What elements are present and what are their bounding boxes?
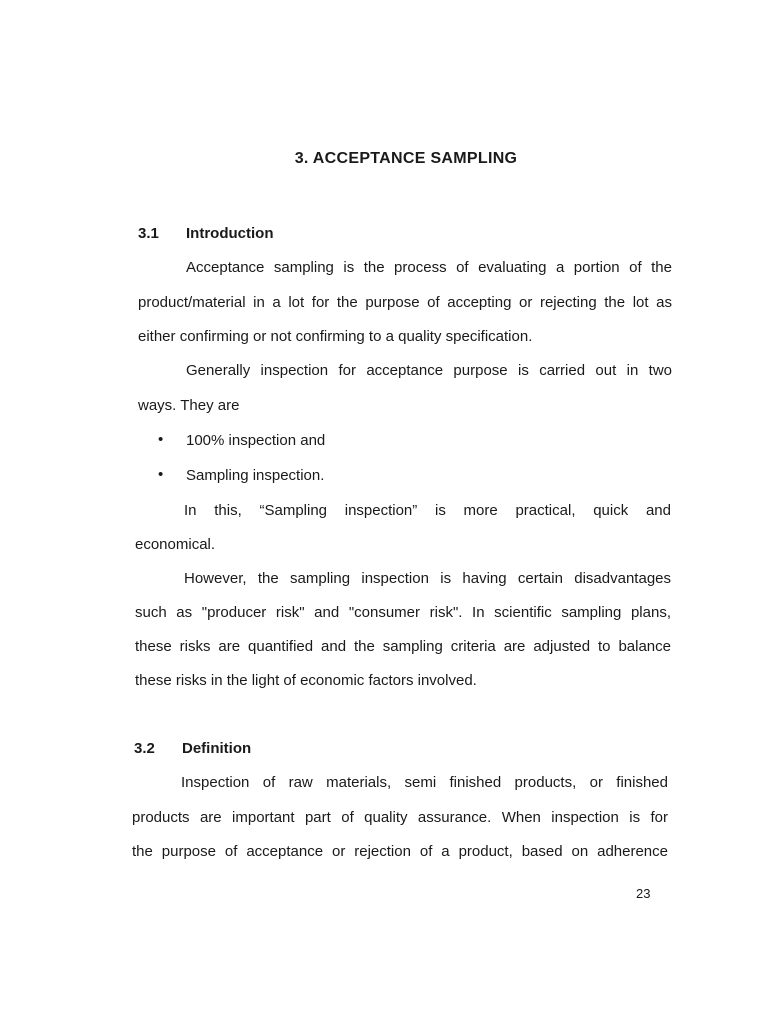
paragraph-line: Generally inspection for acceptance purpose is carried out in two [186, 362, 672, 379]
bullet-icon: • [158, 466, 164, 483]
paragraph-line: Inspection of raw materials, semi finished products, or finished [181, 774, 668, 791]
paragraph-line: either confirming or not confirming to a quality specification. [138, 328, 533, 345]
paragraph-line: such as "producer risk" and "consumer risk". In scientific sampling plans, [135, 604, 671, 621]
paragraph-line: Acceptance sampling is the process of evaluating a portion of the [186, 259, 672, 276]
bullet-icon: • [158, 431, 164, 448]
chapter-title: 3. ACCEPTANCE SAMPLING [294, 150, 518, 167]
paragraph-line: In this, “Sampling inspection” is more practical, quick and [184, 502, 671, 519]
page-number: 23 [636, 886, 651, 901]
paragraph-line: products are important part of quality assurance. When inspection is for [132, 809, 668, 826]
list-item: 100% inspection and [186, 432, 326, 449]
paragraph-line: these risks are quantified and the sampling criteria are adjusted to balance [135, 638, 671, 655]
section-number: 3.1 [138, 225, 159, 242]
paragraph-line: ways. They are [138, 397, 240, 414]
section-title: Definition [182, 740, 252, 757]
section-heading-definition [134, 740, 251, 757]
paragraph-line: However, the sampling inspection is having certain disadvantages [184, 570, 671, 587]
paragraph-line: the purpose of acceptance or rejection of a product, based on adherence [132, 843, 668, 860]
section-number: 3.2 [134, 740, 155, 757]
paragraph-line: product/material in a lot for the purpose of accepting or rejecting the lot as [138, 294, 672, 311]
section-title: Introduction [186, 225, 274, 242]
list-item: Sampling inspection. [186, 467, 325, 484]
section-heading-introduction [138, 225, 273, 242]
paragraph-line: economical. [135, 536, 216, 553]
paragraph-line: these risks in the light of economic factors involved. [135, 672, 477, 689]
